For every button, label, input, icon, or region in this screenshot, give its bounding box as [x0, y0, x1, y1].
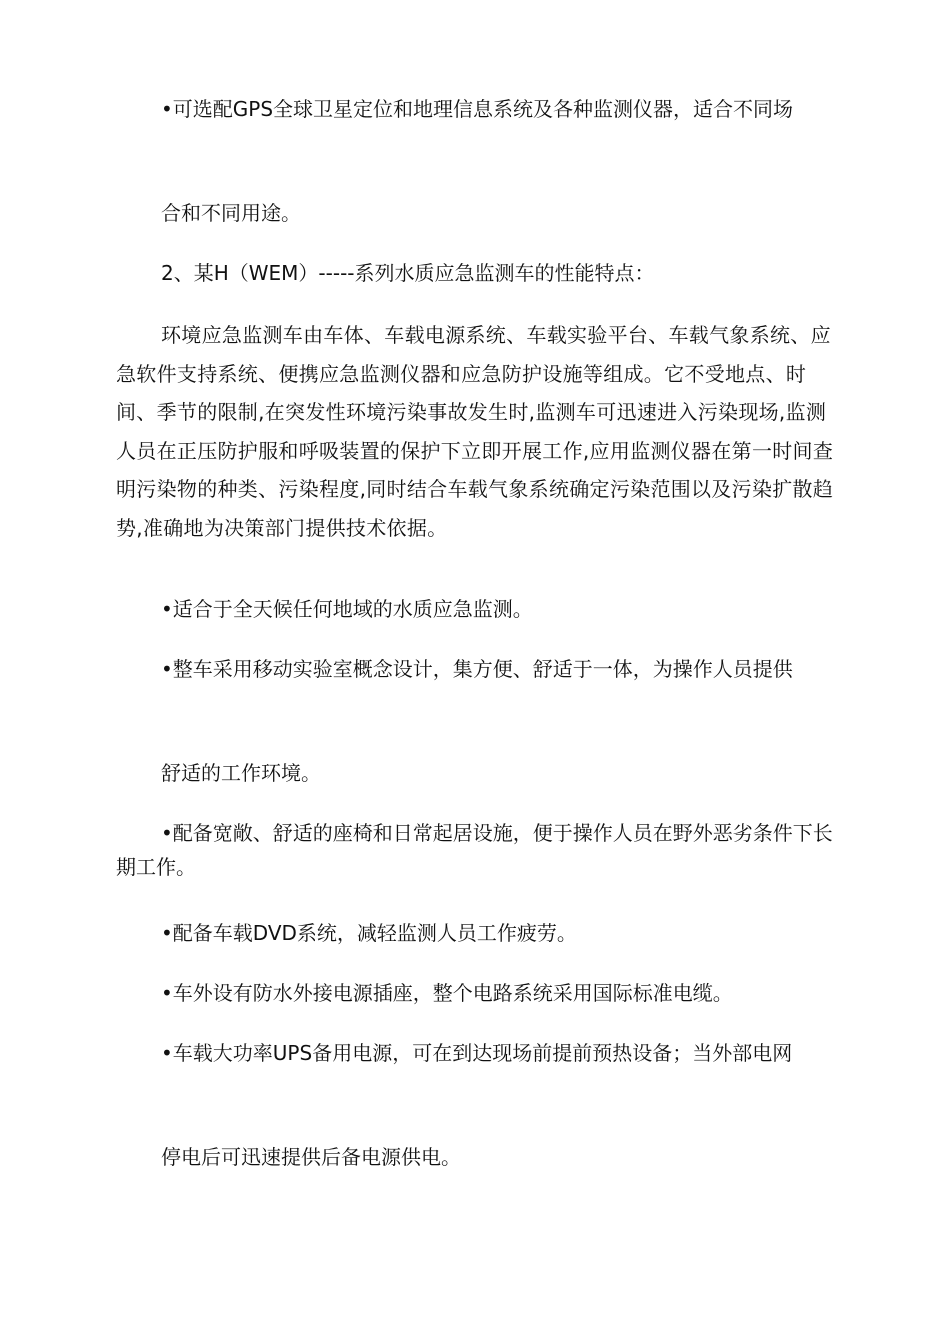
bullet-power-socket: •车外设有防水外接电源插座，整个电路系统采用国际标准电缆。 [161, 981, 733, 1005]
bullet-seating-facilities: •配备宽敞、舒适的座椅和日常起居设施，便于操作人员在野外恶劣条件下长期工作。 [116, 821, 833, 879]
paragraph-gps-option: •可选配GPS全球卫星定位和地理信息系统及各种监测仪器，适合不同场 [161, 97, 794, 121]
bullet-ups-power-continued: 停电后可迅速提供后备电源供电。 [161, 1145, 461, 1169]
bullet-mobile-lab-design: •整车采用移动实验室概念设计，集方便、舒适于一体，为操作人员提供 [161, 657, 793, 681]
bullet-ups-power: •车载大功率UPS备用电源，可在到达现场前提前预热设备；当外部电网 [161, 1041, 793, 1065]
bullet-mobile-lab-design-continued: 舒适的工作环境。 [161, 761, 321, 785]
section-heading-water-quality-vehicle: 2、某H（WEM）-----系列水质应急监测车的性能特点： [161, 261, 655, 285]
bullet-dvd-system: •配备车载DVD系统，减轻监测人员工作疲劳。 [161, 921, 577, 945]
paragraph-gps-option-continued: 合和不同用途。 [161, 201, 301, 225]
paragraph-vehicle-description: 环境应急监测车由车体、车载电源系统、车载实验平台、车载气象系统、应急软件支持系统、便携应急监测仪器和应急防护设施等组成。它不受地点、时间、季节的限制,在突发性环境污染事故发生时,监测车可迅速进入污染现场,监测人员在正压防护服和呼吸装置的保护下立即开展工作,应用监测仪器在第一时间查明污染物的种类、污染程度,同时结合车载气象系统确定污染范围以及污染扩散趋势,准确地为决策部门提供技术依据。 [116, 323, 834, 540]
bullet-all-weather: •适合于全天候任何地域的水质应急监测。 [161, 597, 533, 621]
